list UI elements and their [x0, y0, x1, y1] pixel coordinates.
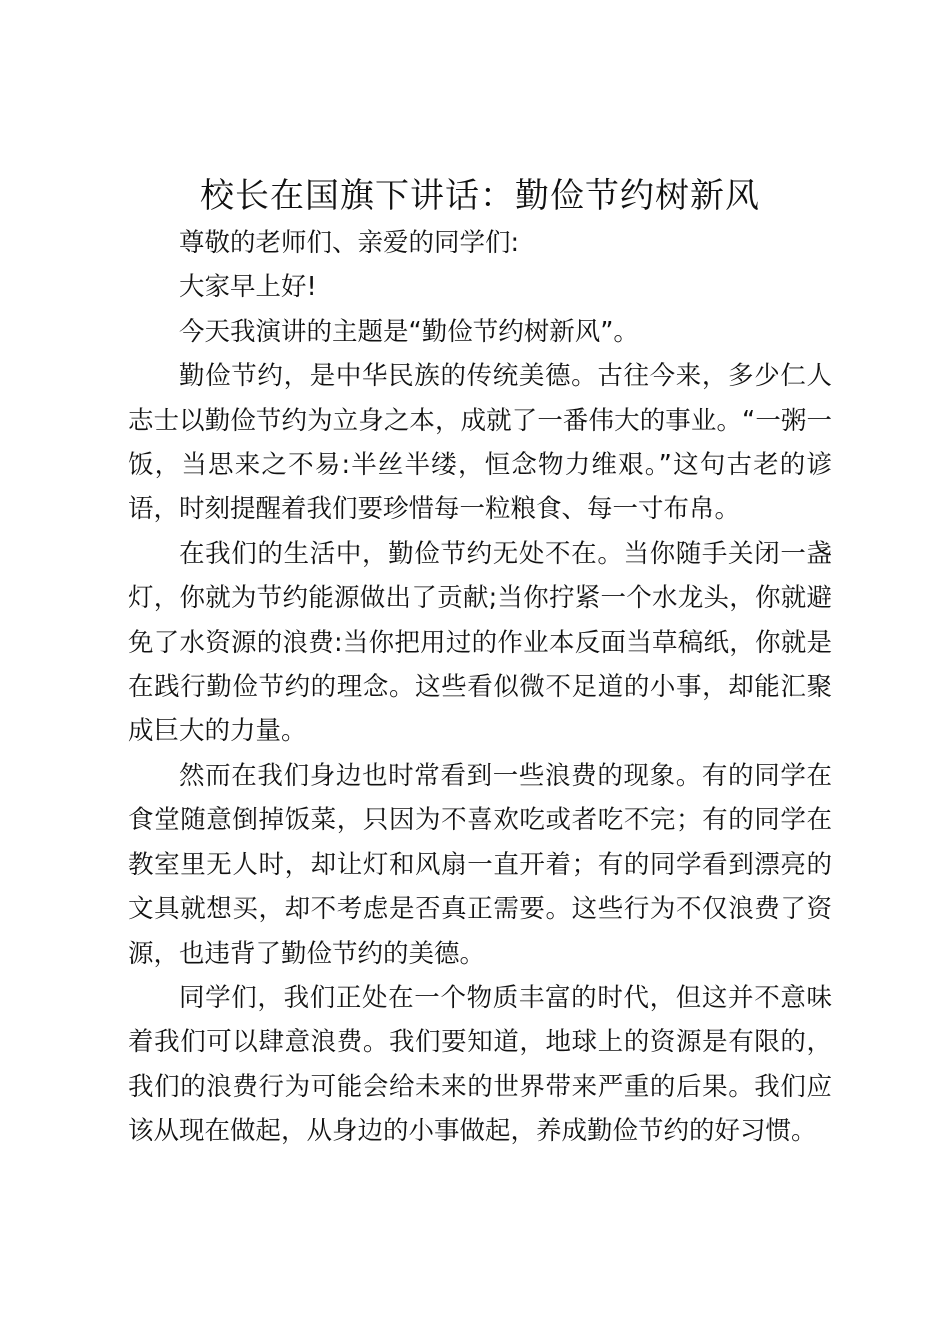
paragraph-topic: 今天我演讲的主题是“勤俭节约树新风”。 [179, 316, 639, 347]
document-body [128, 221, 832, 1154]
paragraph-waste-examples: 然而在我们身边也时常看到一些浪费的现象。有的同学在食堂随意倒掉饭菜，只因为不喜欢吃或者吃不完；有的同学在教室里无人时，却让灯和风扇一直开着；有的同学看到漂亮的文具就想买，却不考虑是否真正需要。这些行为不仅浪费了资源，也违背了勤俭节约的美德。 [128, 760, 832, 969]
paragraph-greeting: 大家早上好! [179, 272, 317, 303]
paragraph-call-to-action: 同学们，我们正处在一个物质丰富的时代，但这并不意味着我们可以肆意浪费。我们要知道，地球上的资源是有限的，我们的浪费行为可能会给未来的世界带来严重的后果。我们应该从现在做起，从身边的小事做起，养成勤俭节约的好习惯。 [128, 982, 832, 1147]
document-title: 校长在国旗下讲话：勤俭节约树新风 [200, 176, 760, 216]
paragraph-salutation: 尊敬的老师们、亲爱的同学们: [179, 228, 520, 258]
paragraph-daily-life: 在我们的生活中，勤俭节约无处不在。当你随手关闭一盏灯，你就为节约能源做出了贡献;当你拧紧一个水龙头，你就避免了水资源的浪费:当你把用过的作业本反面当草稿纸，你就是在践行勤俭节约的理念。这些看似微不足道的小事，却能汇聚成巨大的力量。 [128, 538, 832, 747]
paragraph-tradition: 勤俭节约，是中华民族的传统美德。古往今来，多少仁人志士以勤俭节约为立身之本，成就了一番伟大的事业。“一粥一饭，当思来之不易:半丝半缕，恒念物力维艰。”这句古老的谚语，时刻提醒着我们要珍惜每一粒粮食、每一寸布帛。 [128, 361, 832, 525]
